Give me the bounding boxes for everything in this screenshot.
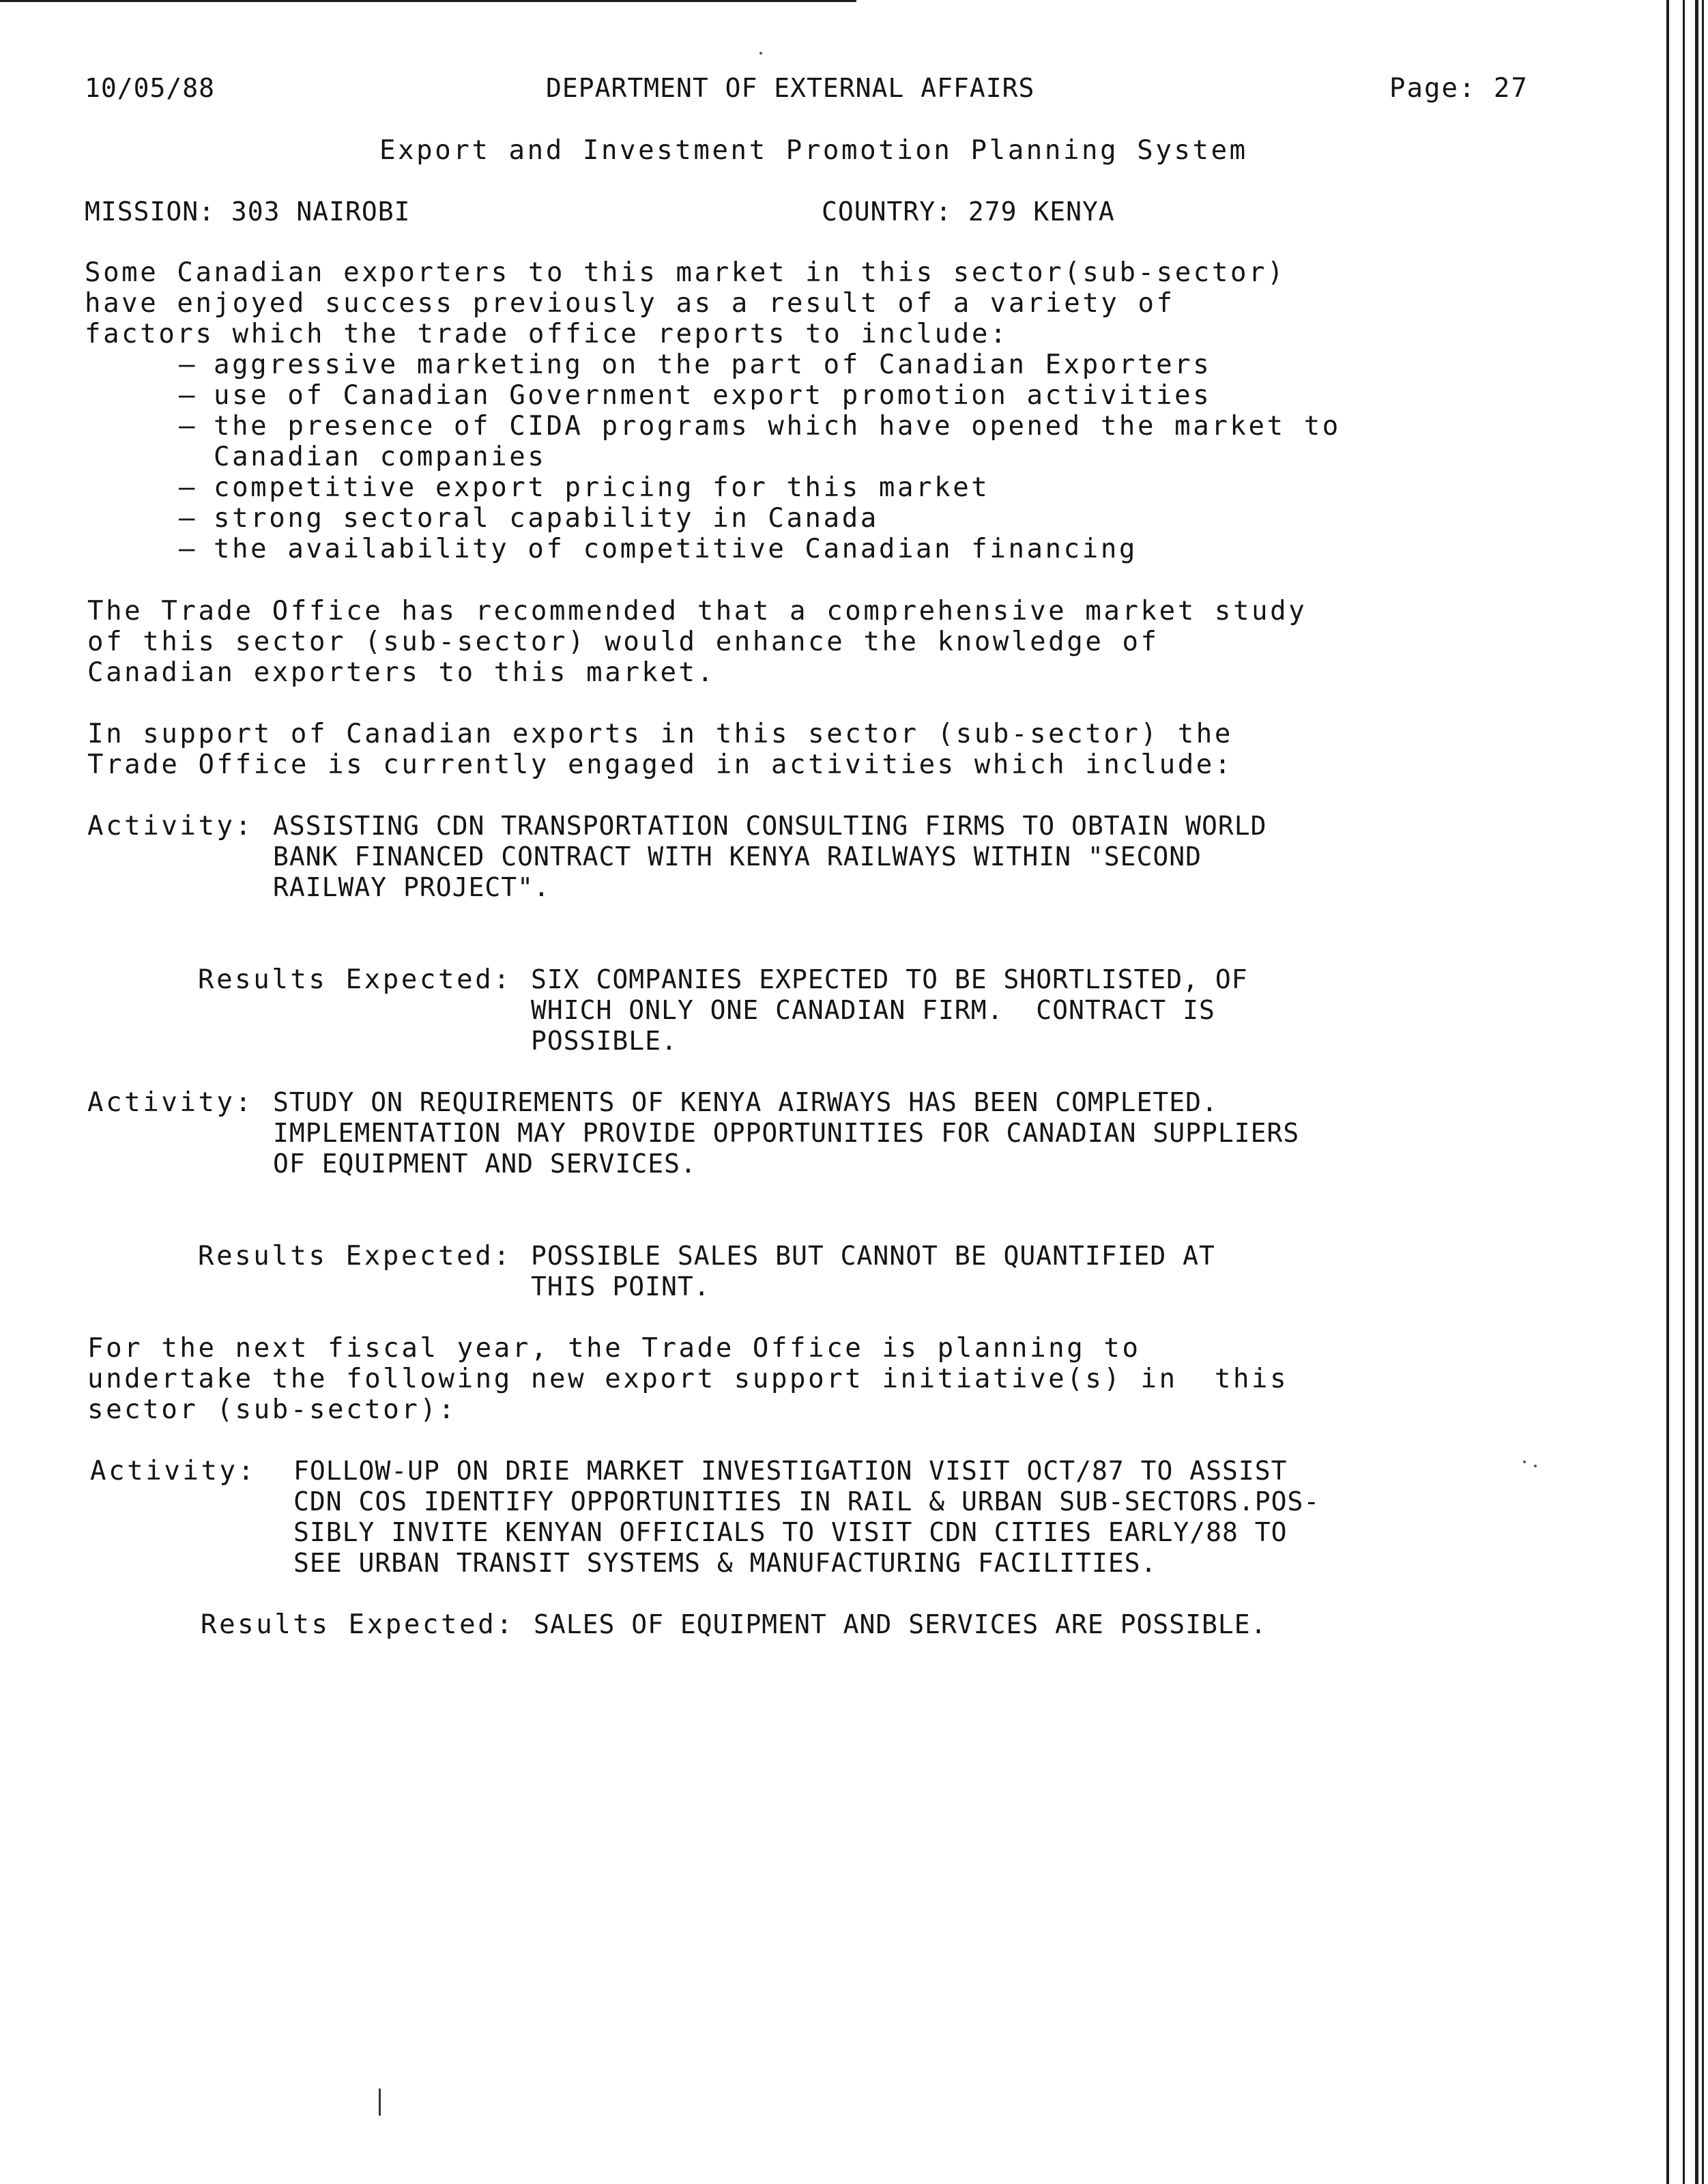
bullet-dash: – (179, 411, 195, 442)
department-title: DEPARTMENT OF EXTERNAL AFFAIRS (546, 73, 1035, 103)
paragraph-line: sector (sub-sector): (87, 1394, 457, 1425)
activity-text: IMPLEMENTATION MAY PROVIDE OPPORTUNITIES FOR CANADIAN SUPPLIERS (273, 1118, 1300, 1148)
activity-text: SEE URBAN TRANSIT SYSTEMS & MANUFACTURING FACILITIES. (293, 1548, 1157, 1578)
bullet-dash: – (179, 380, 195, 411)
activity-text: OF EQUIPMENT AND SERVICES. (273, 1149, 697, 1179)
intro-line: factors which the trade office reports to include: (85, 319, 1009, 349)
list-item: the availability of competitive Canadian financing (214, 534, 1138, 564)
paragraph-line: For the next fiscal year, the Trade Office is planning to (87, 1333, 1141, 1364)
results-text: POSSIBLE. (531, 1026, 678, 1056)
activity-text: BANK FINANCED CONTRACT WITH KENYA RAILWAYS WITHIN "SECOND (273, 842, 1202, 872)
country-field: COUNTRY: 279 KENYA (822, 197, 1115, 227)
page-number: Page: 27 (1389, 73, 1529, 104)
paragraph-line: Canadian exporters to this market. (87, 657, 716, 688)
activity-text: RAILWAY PROJECT". (273, 872, 550, 902)
scan-speck (759, 52, 762, 55)
activity-text: ASSISTING CDN TRANSPORTATION CONSULTING FIRMS TO OBTAIN WORLD (273, 811, 1267, 841)
bullet-dash: – (179, 534, 195, 564)
list-item: the presence of CIDA programs which have opened the market to (214, 411, 1341, 442)
paragraph-line: of this sector (sub-sector) would enhance the knowledge of (87, 627, 1159, 657)
results-text: THIS POINT. (531, 1271, 710, 1302)
paragraph-line: undertake the following new export support initiative(s) in this (87, 1364, 1289, 1394)
system-title: Export and Investment Promotion Planning System (379, 135, 1248, 166)
list-item-continuation: Canadian companies (214, 442, 547, 472)
mission-field: MISSION: 303 NAIROBI (85, 197, 411, 227)
list-item: aggressive marketing on the part of Canadian Exporters (214, 349, 1212, 380)
activity-text: STUDY ON REQUIREMENTS OF KENYA AIRWAYS HAS BEEN COMPLETED. (273, 1087, 1218, 1117)
right-border-line (1702, 0, 1704, 2184)
results-text: SALES OF EQUIPMENT AND SERVICES ARE POSSIBLE. (534, 1609, 1267, 1639)
activity-text: CDN COS IDENTIFY OPPORTUNITIES IN RAIL & URBAN SUB-SECTORS.POS- (293, 1486, 1320, 1517)
bullet-dash: – (179, 349, 195, 380)
results-text: POSSIBLE SALES BUT CANNOT BE QUANTIFIED AT (531, 1241, 1215, 1271)
bullet-dash: – (179, 472, 195, 503)
bullet-dash: – (179, 503, 195, 534)
list-item: competitive export pricing for this market (214, 472, 990, 503)
scan-speck (1534, 1465, 1537, 1467)
activity-label: Activity: (90, 1456, 257, 1486)
list-item: use of Canadian Government export promotion activities (214, 380, 1212, 411)
report-date: 10/05/88 (85, 73, 216, 103)
activity-label: Activity: (87, 1087, 254, 1118)
results-label: Results Expected: (198, 1241, 512, 1271)
activity-text: SIBLY INVITE KENYAN OFFICIALS TO VISIT CDN CITIES EARLY/88 TO (293, 1517, 1288, 1547)
results-label: Results Expected: (201, 1609, 515, 1640)
list-item: strong sectoral capability in Canada (214, 503, 879, 534)
scan-speck (1523, 1461, 1526, 1463)
results-text: SIX COMPANIES EXPECTED TO BE SHORTLISTED, OF (531, 964, 1248, 994)
paragraph-line: Trade Office is currently engaged in activities which include: (87, 749, 1233, 780)
scan-mark (379, 2088, 381, 2116)
results-label: Results Expected: (198, 964, 512, 995)
paragraph-line: The Trade Office has recommended that a comprehensive market study (87, 596, 1307, 627)
results-text: WHICH ONLY ONE CANADIAN FIRM. CONTRACT IS (531, 995, 1215, 1025)
activity-label: Activity: (87, 811, 254, 842)
paragraph-line: In support of Canadian exports in this sector (sub-sector) the (87, 719, 1233, 749)
intro-line: Some Canadian exporters to this market in this sector(sub-sector) (85, 257, 1286, 288)
top-border-line (0, 0, 856, 2)
right-border-line (1695, 0, 1698, 2184)
right-border-line (1666, 0, 1669, 2184)
right-border-line (1683, 0, 1685, 2184)
intro-line: have enjoyed success previously as a result of a variety of (85, 288, 1175, 319)
activity-text: FOLLOW-UP ON DRIE MARKET INVESTIGATION VISIT OCT/87 TO ASSIST (293, 1456, 1288, 1486)
